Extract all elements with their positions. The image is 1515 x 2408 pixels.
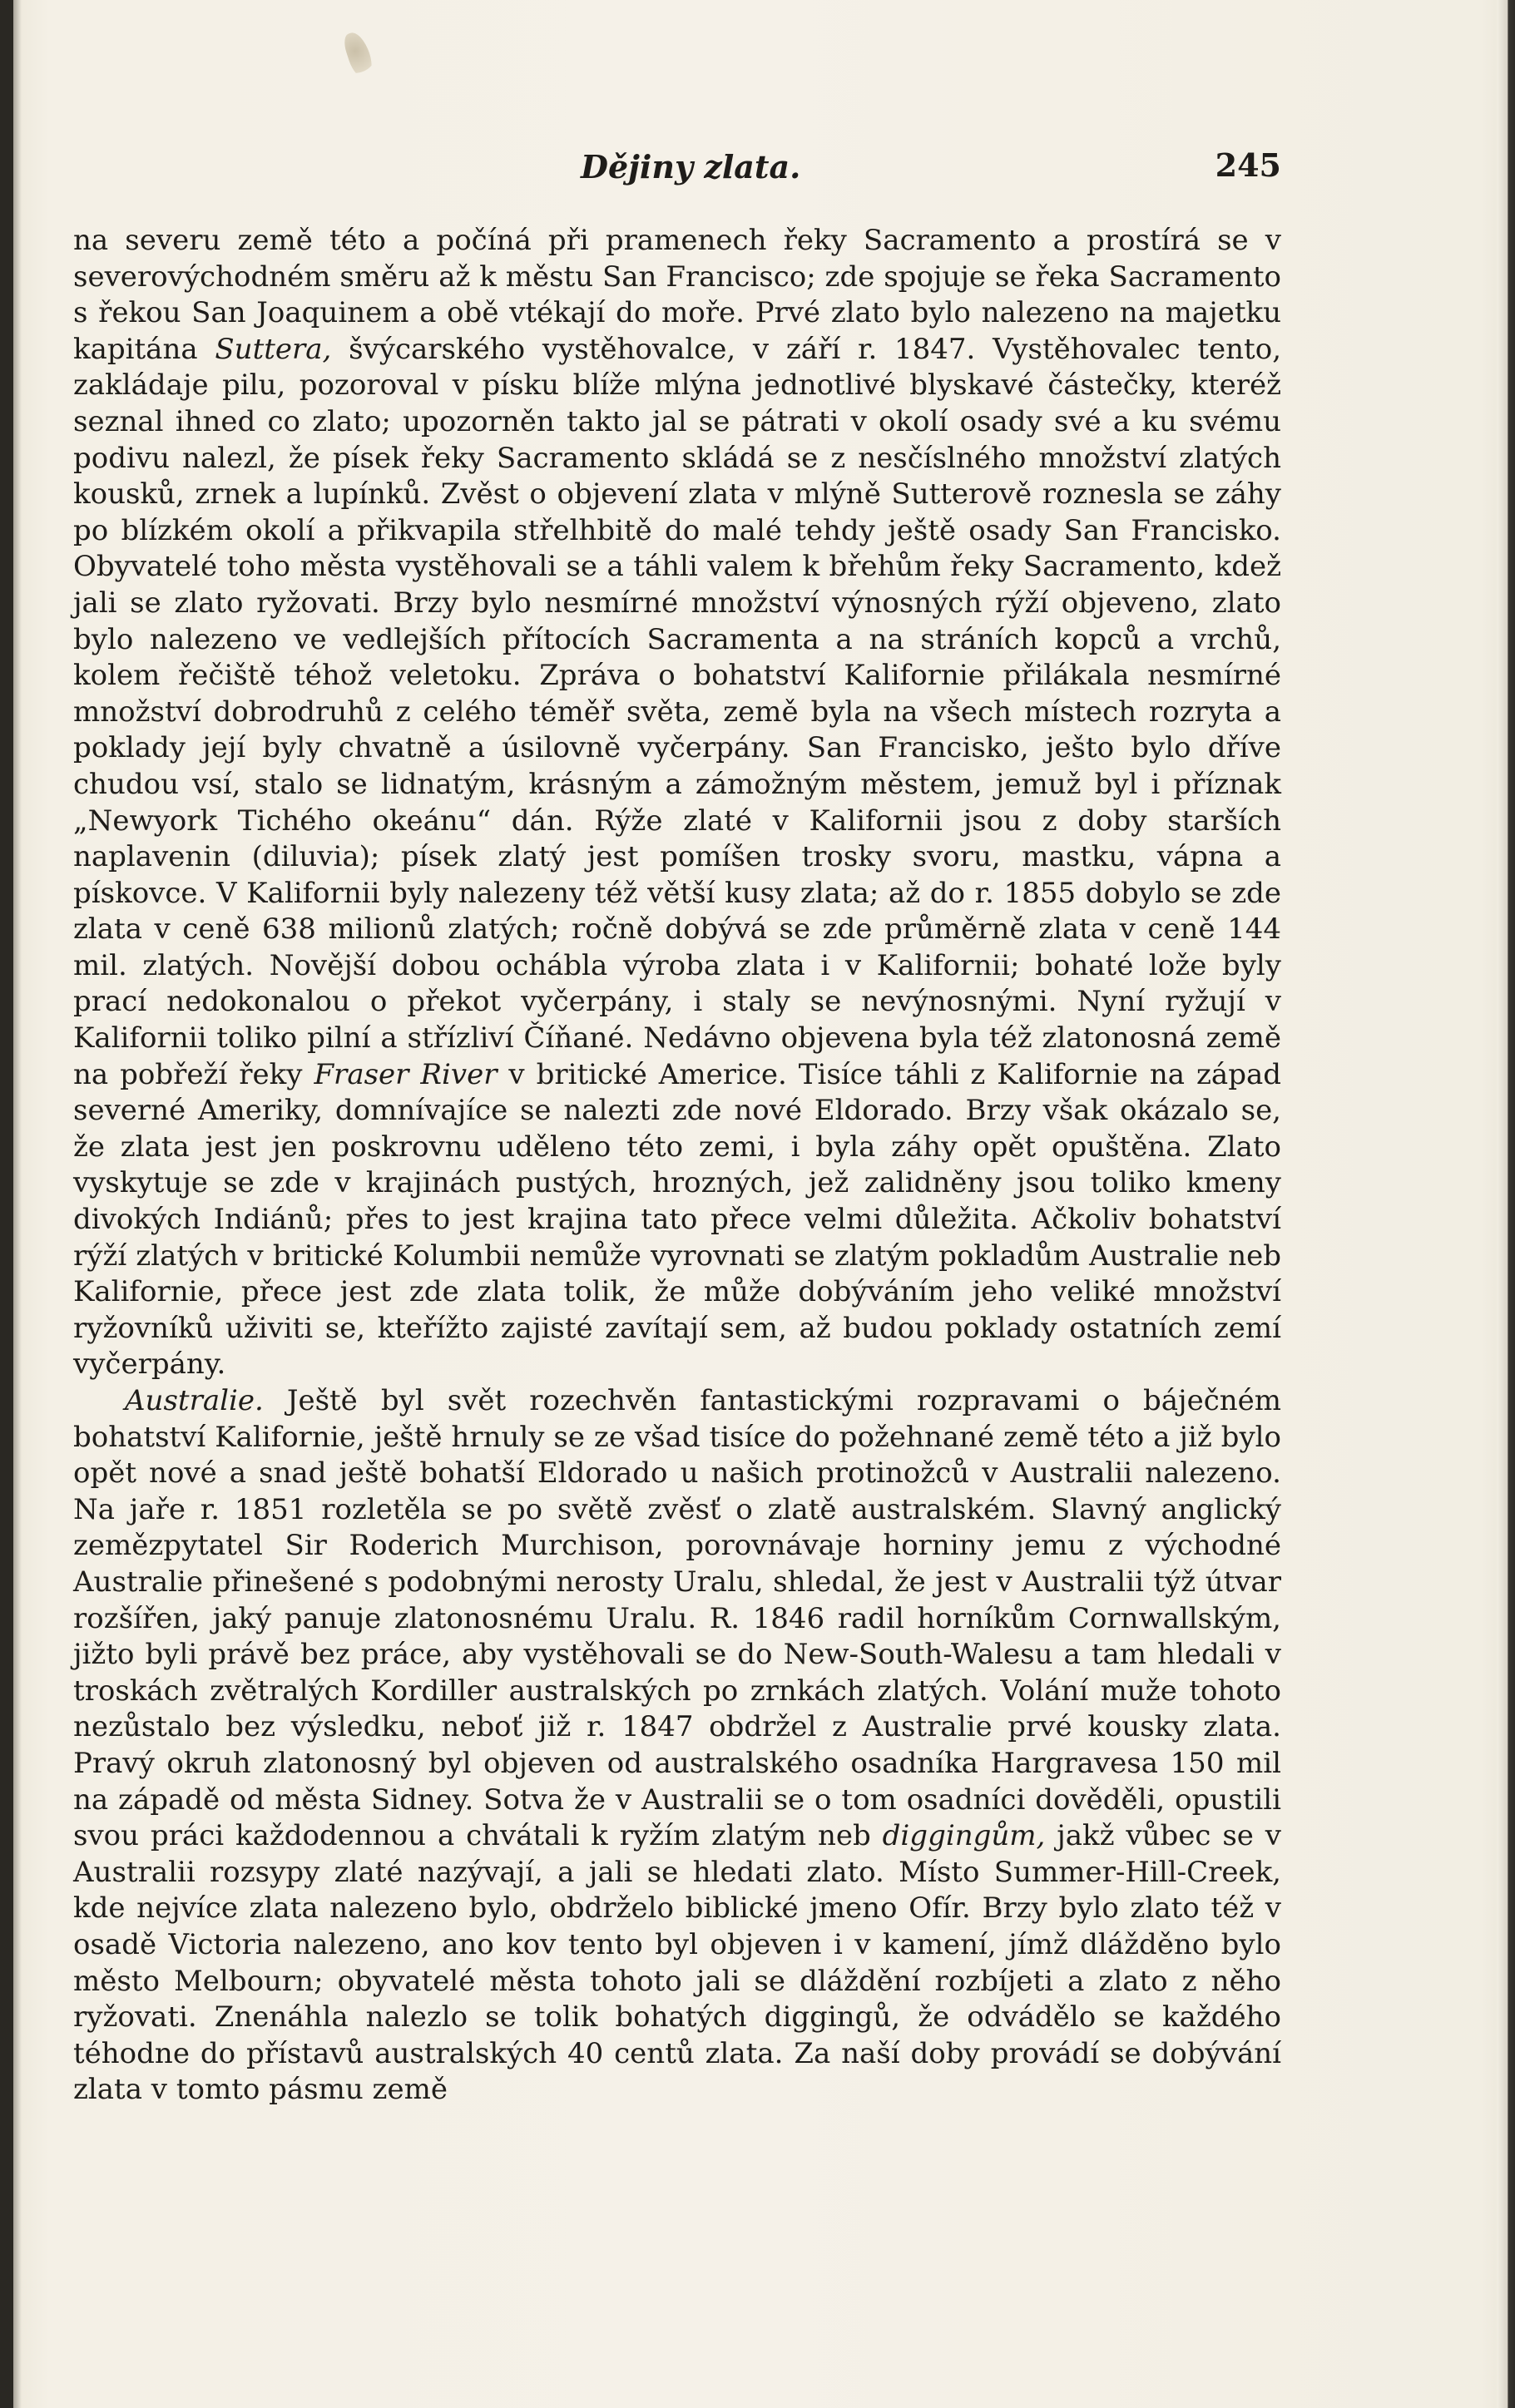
running-head: Dějiny zlata. (581, 148, 801, 185)
text-run: Ještě byl svět rozechvěn fantastickými rozpravami o báječném bohatství Kalifornie, ještě hrnuly se ze všad tisíce do požehnané země této a již bylo opět nové a snad ještě bohatší Eldorado u našich protinožců v Australii nalezeno. Na jaře r. 1851 rozletěla se po světě zvěsť o zlatě australském. Slavný anglický zemězpytatel Sir Roderich Murchison, porovnávaje horniny jemu z východné Australie přinešené s podobnými nerosty Uralu, shledal, že jest v Australii týž útvar rozšířen, jaký panuje zlatonosnému Uralu. R. 1846 radil horníkům Cornwallským, jižto byli právě bez práce, aby vystěhovali se do New-South-Walesu a tam hledali v troskách zvětralých Kordiller australských po zrnkách zlatých. Volání muže tohoto nezůstalo bez výsledku, neboť již r. 1847 obdržel z Australie prvé kousky zlata. Pravý okruh zlatonosný byl objeven od australského osadníka Hargravesa 150 mil na západě od města Sidney. Sotva že v Australii se o tom osadníci dověděli, opustili svou práci každodennou a chvátali k ryžím zlatým neb (73, 1384, 1281, 1853)
italic-name: Fraser River (314, 1057, 498, 1091)
paragraph (73, 1383, 1281, 2109)
section-heading: Australie. (125, 1384, 264, 1417)
page-number: 245 (1215, 146, 1281, 184)
italic-name: Suttera, (215, 332, 332, 366)
page-header (73, 141, 1281, 191)
book-spine (0, 0, 13, 2408)
text-run: na severu země této a počíná při pramenech řeky Sacramento a prostírá se v severovýchodném směru až k městu San Francisco; zde spojuje se řeka Sacramento s řekou San Joaquinem a obě vtékají do moře. Prvé zlato bylo nalezeno na majetku kapitána (73, 224, 1281, 366)
spine-shadow (13, 0, 22, 2408)
page-edge (1497, 0, 1515, 2408)
text-run: v britické Americe. Tisíce táhli z Kalifornie na západ severné Ameriky, domnívajíce se nalezti zde nové Eldorado. Brzy však okázalo se, že zlata jest jen poskrovnu uděleno této zemi, i byla záhy opět opuštěna. Zlato vyskytuje se zde v krajinách pustých, hrozných, jež zalidněny jsou toliko kmeny divokých Indiánů; přes to jest krajina tato přece velmi důležita. Ačkoliv bohatství rýží zlatých v britické Kolumbii nemůže vyrovnati se zlatým pokladům Australie neb Kalifornie, přece jest zde zlata tolik, že může dobýváním jeho veliké množství ryžovníků uživiti se, kteřížto zajisté zavítají sem, až budou poklady ostatních zemí vyčerpány. (73, 1057, 1282, 1382)
body-text (73, 223, 1281, 2109)
italic-term: diggingům, (882, 1819, 1046, 1853)
text-run: švýcarského vystěhovalce, v září r. 1847. Vystěhovalec tento, zakládaje pilu, pozoroval v písku blíže mlýna jednotlivé blyskavé částečky, kteréž seznal ihned co zlato; upozorněn takto jal se pátrati v okolí osady své a ku svému podivu nalezl, že písek řeky Sacramento skládá se z nesčíslného množství zlatých kousků, zrnek a lupínků. Zvěst o objevení zlata v mlýně Sutterově roznesla se záhy po blízkém okolí a přikvapila střelhbitě do malé tehdy ještě osady San Francisko. Obyvatelé toho města vystěhovali se a táhli valem k břehům řeky Sacramento, kdež jali se zlato ryžovati. Brzy bylo nesmírné množství výnosných rýží objeveno, zlato bylo nalezeno ve vedlejších přítocích Sacramenta a na stráních kopců a vrchů, kolem řečiště téhož veletoku. Zpráva o bohatství Kalifornie přilákala nesmírné množství dobrodruhů z celého téměř světa, země byla na všech místech rozryta a poklady její byly chvatně a úsilovně vyčerpány. San Francisko, ješto bylo dříve chudou vsí, stalo se lidnatým, krásným a zámožným městem, jemuž byl i příznak „Newyork Tichého okeánu“ dán. Rýže zlaté v Kalifornii jsou z doby starších naplavenin (diluvia); písek zlatý jest pomíšen trosky svoru, mastku, vápna a pískovce. V Kalifornii byly nalezeny též větší kusy zlata; až do r. 1855 dobylo se zde zlata v ceně 638 milionů zlatých; ročně dobývá se zde průměrně zlata v ceně 144 mil. zlatých. Novější dobou ochábla výroba zlata i v Kalifornii; bohaté lože byly prací nedokonalou o překot vyčerpány, i staly se nevýnosnými. Nyní ryžují v Kalifornii toliko pilní a střízliví Číňané. Nedávno objevena byla též zlatonosná země na pobřeží řeky (73, 332, 1281, 1091)
paragraph (73, 223, 1281, 1383)
text-run: jakž vůbec se v Australii rozsypy zlaté nazývají, a jali se hledati zlato. Místo Summer-Hill-Creek, kde nejvíce zlata nalezeno bylo, obdrželo biblické jmeno Ofír. Brzy bylo zlato též v osadě Victoria nalezeno, ano kov tento byl objeven i v kamení, jímž dlážděno bylo město Melbourn; obyvatelé města tohoto jali se dláždění rozbíjeti a zlato z něho ryžovati. Znenáhla nalezlo se tolik bohatých diggingů, že odvádělo se každého téhodne do přístavů australských 40 centů zlata. Za naší doby provádí se dobývání zlata v tomto pásmu země (73, 1819, 1282, 2107)
